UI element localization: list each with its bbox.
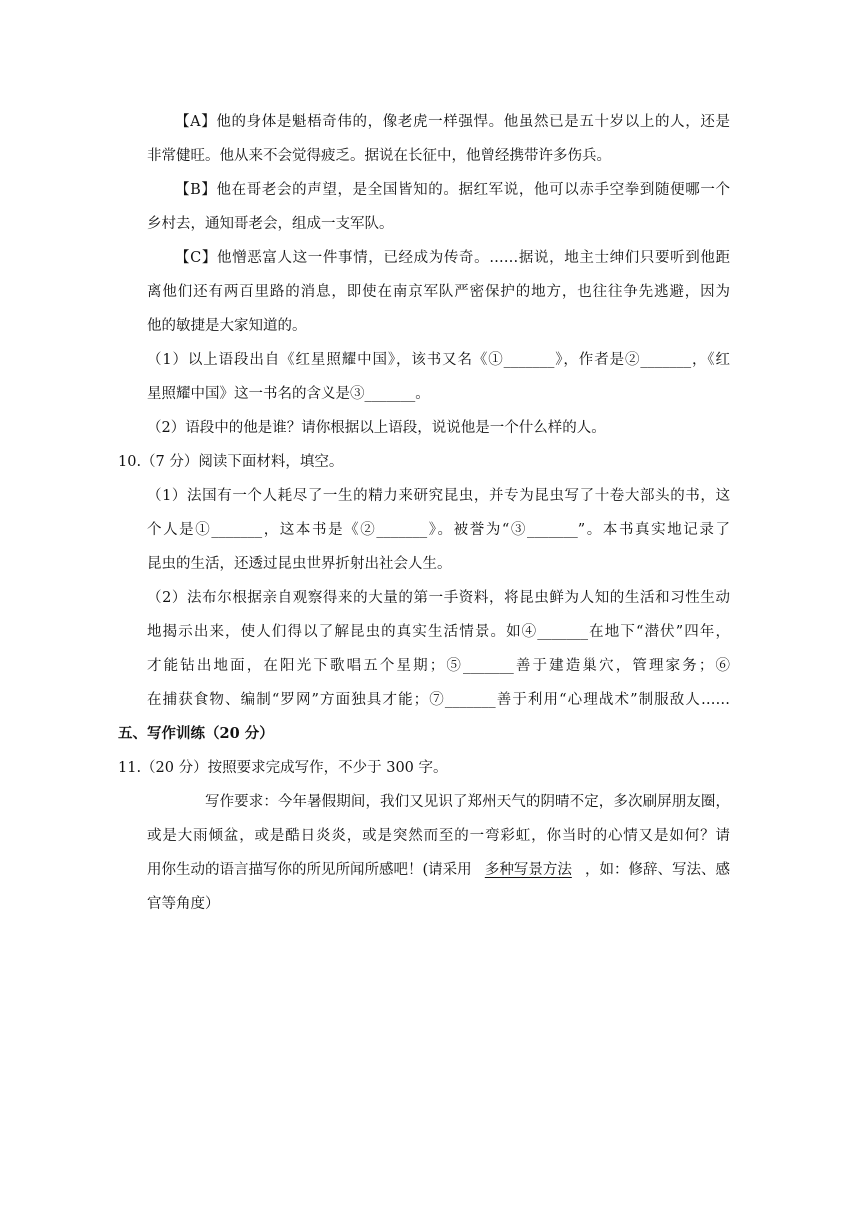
underlined-phrase: 多种写景方法: [484, 862, 572, 878]
passage-c-line-1: 【C】他憎恶富人这一件事情，已经成为传奇。……据说，地主士绅们只要听到他距: [175, 250, 730, 266]
passage-c-line-3: 他的敏捷是大家知道的。: [147, 318, 307, 334]
question-10-2-line-2: 地揭示出来，使人们得以了解昆虫的真实生活情景。如④_______在地下“潜伏”四年，: [147, 624, 730, 640]
section-5-heading: 五、写作训练（20 分）: [118, 725, 274, 742]
passage-b-line-1: 【B】他在哥老会的声望，是全国皆知的。据红军说，他可以赤手空拳到随便哪一个: [175, 182, 730, 198]
question-10-2-line-1: （2）法布尔根据亲自观察得来的大量的第一手资料，将昆虫鲜为人知的生活和习性生动: [147, 590, 730, 606]
question-9-1-line-2: 星照耀中国》这一书名的含义是③_______。: [147, 386, 430, 402]
passage-a-line-1: 【A】他的身体是魁梧奇伟的，像老虎一样强悍。他虽然已是五十岁以上的人，还是: [175, 114, 730, 130]
question-10-2-line-4: 在捕获食物、编制“罗网”方面独具才能；⑦_______善于利用“心理战术”制服敌人……: [147, 692, 730, 708]
question-10-1-line-2: 个人是①_______，这本书是《②_______》。被誉为“③_______”。本书真实地记录了: [147, 522, 730, 538]
writing-requirement-line-3-part-b: ，如：修辞、写法、感: [585, 862, 730, 878]
passage-c-line-2: 离他们还有两百里路的消息，即使在南京军队严密保护的地方，也往往争先逃避，因为: [147, 284, 730, 300]
passage-b-line-2: 乡村去，通知哥老会，组成一支军队。: [147, 216, 394, 232]
writing-requirement-line-1: 写作要求：今年暑假期间，我们又见识了郑州天气的阴晴不定，多次刷屏朋友圈，: [205, 794, 730, 810]
writing-requirement-line-3: [147, 860, 730, 880]
writing-requirement-line-4: 官等角度）: [147, 896, 220, 912]
writing-requirement-line-3-part-a: 用你生动的语言描写你的所见所闻所感吧！(请采用: [147, 862, 472, 878]
question-11-heading: 11.（20 分）按照要求完成写作，不少于 300 字。: [118, 760, 448, 776]
question-10-1-line-3: 昆虫的生活，还透过昆虫世界折射出社会人生。: [147, 556, 452, 572]
writing-requirement-line-2: 或是大雨倾盆，或是酷日炎炎，或是突然而至的一弯彩虹，你当时的心情又是如何？请: [147, 828, 730, 844]
question-10-heading: 10.（7 分）阅读下面材料，填空。: [118, 454, 344, 470]
question-10-1-line-1: （1）法国有一个人耗尽了一生的精力来研究昆虫，并专为昆虫写了十卷大部头的书，这: [147, 488, 730, 504]
question-9-2: （2）语段中的他是谁？请你根据以上语段，说说他是一个什么样的人。: [147, 420, 606, 436]
passage-a-line-2: 非常健旺。他从来不会觉得疲乏。据说在长征中，他曾经携带许多伤兵。: [147, 148, 611, 164]
question-10-2-line-3: 才能钻出地面，在阳光下歌唱五个星期；⑤_______善于建造巢穴，管理家务；⑥: [147, 658, 730, 674]
question-9-1-line-1: （1）以上语段出自《红星照耀中国》，该书又名《①_______》，作者是②_______，《红: [147, 352, 730, 368]
